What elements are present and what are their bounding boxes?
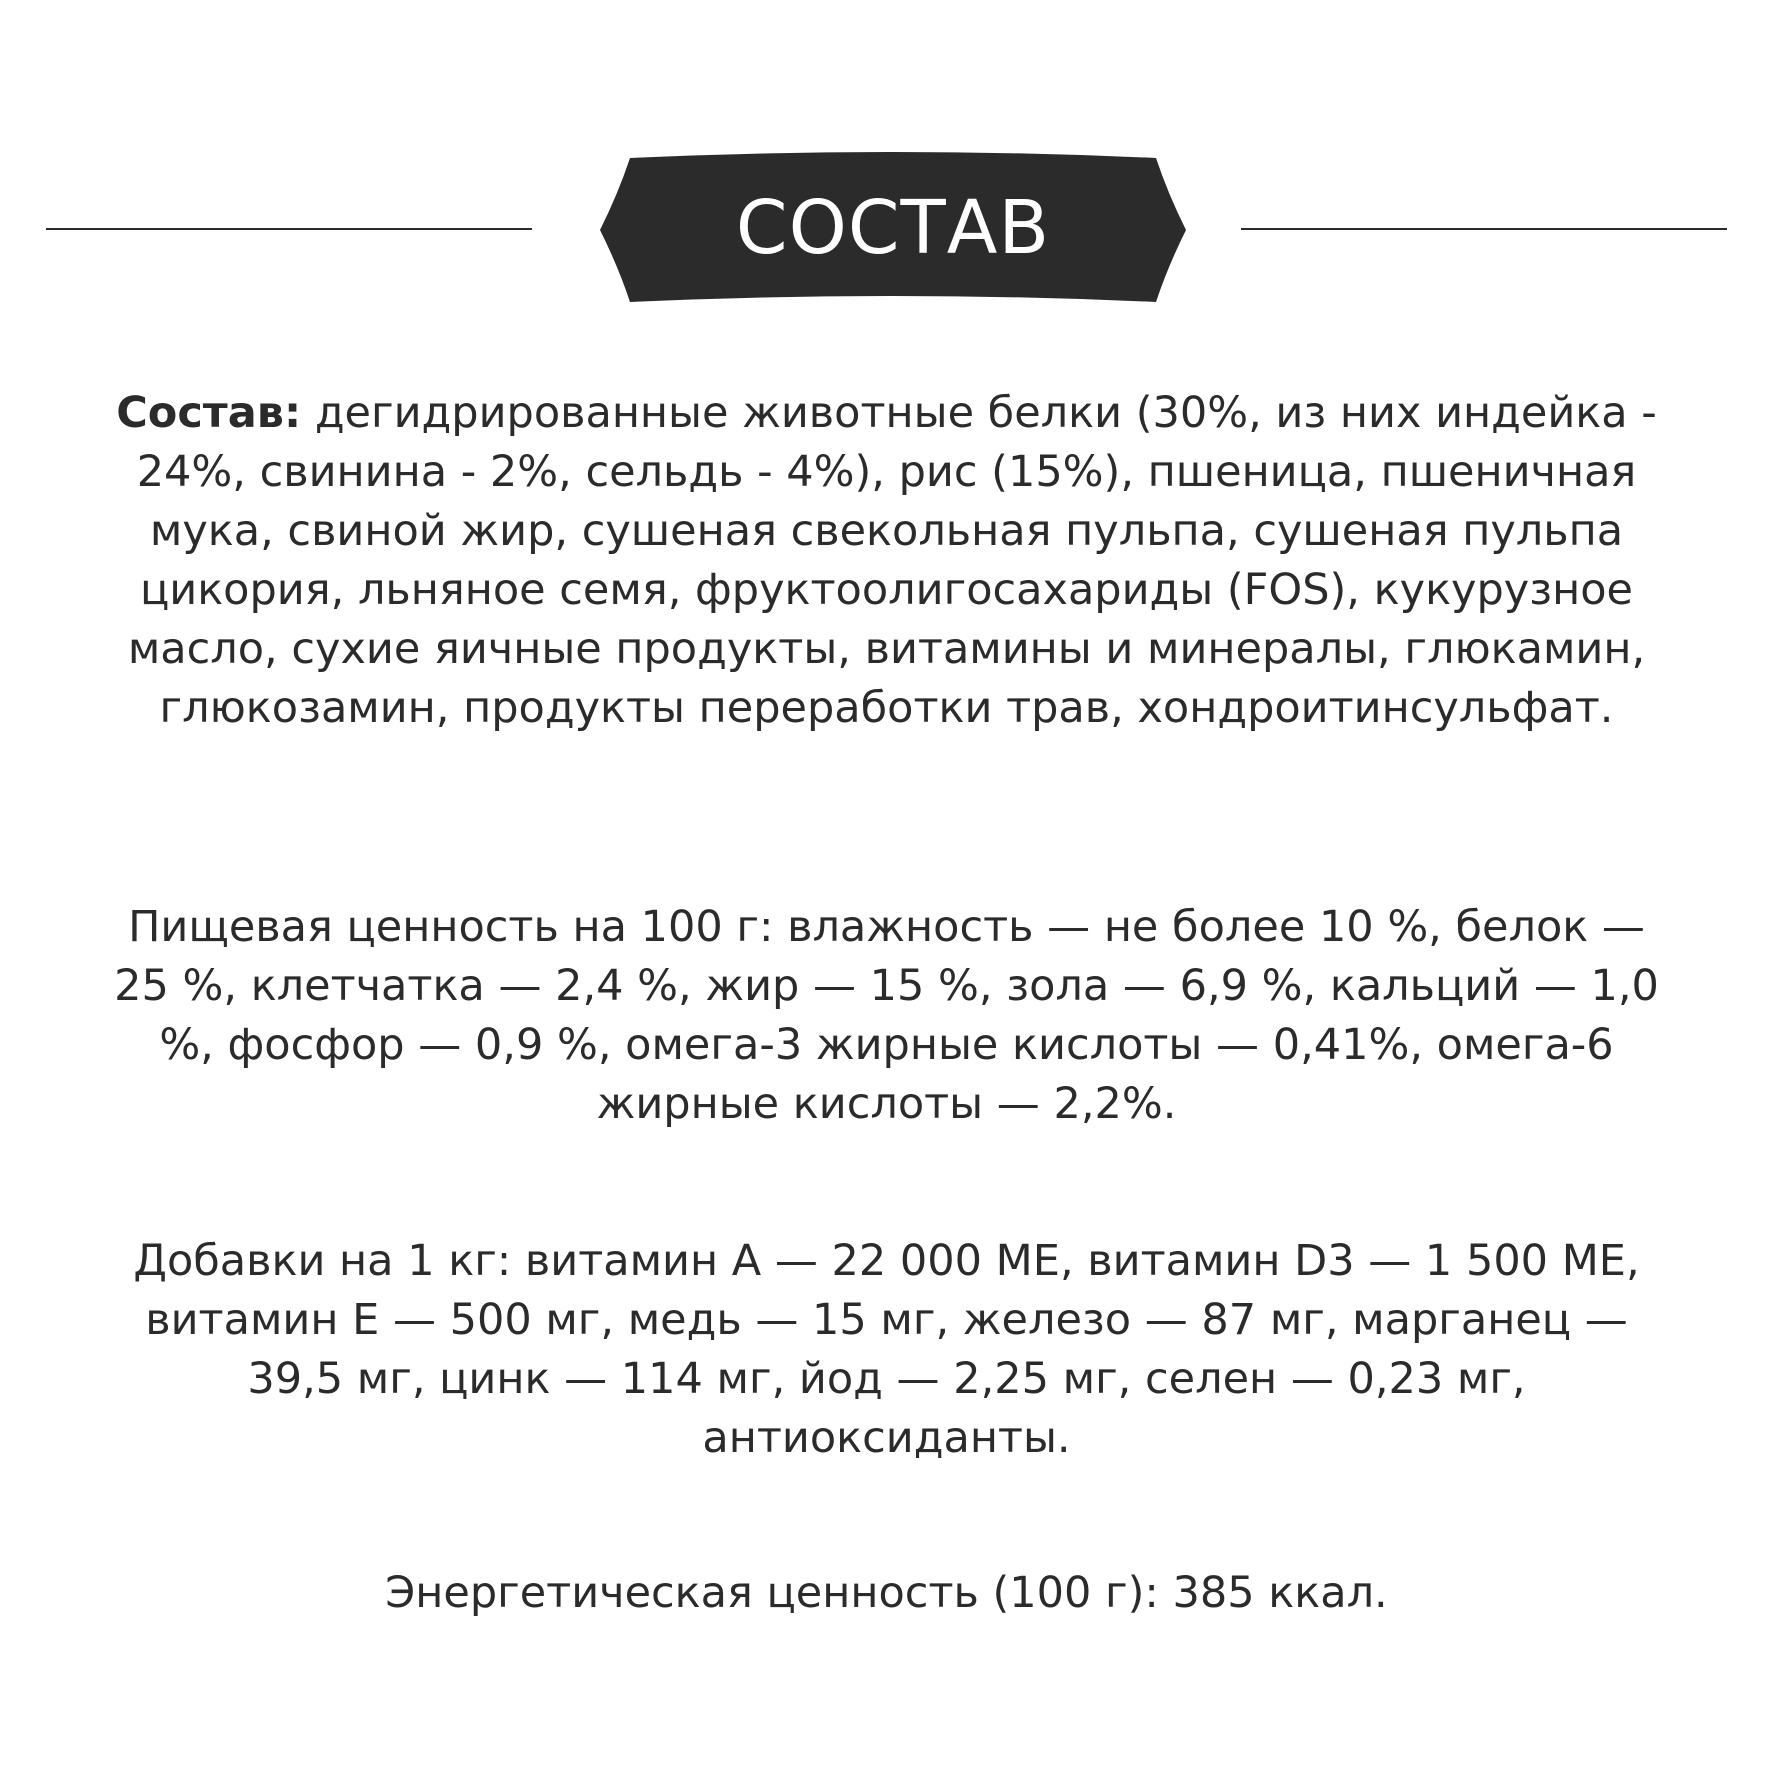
right-divider-line xyxy=(1241,228,1727,230)
energy-text: Энергетическая ценность (100 г): 385 ккал. xyxy=(385,1568,1388,1618)
energy-paragraph xyxy=(100,1564,1673,1623)
additives-paragraph xyxy=(100,1232,1673,1468)
title-badge xyxy=(600,150,1186,316)
composition-label: Состав: xyxy=(116,388,302,438)
nutrition-paragraph xyxy=(100,898,1673,1134)
additives-text: Добавки на 1 кг: витамин А — 22 000 МЕ, витамин D3 — 1 500 МЕ, витамин Е — 500 мг, медь — 15 мг, железо — 87 мг, марганец — 39,5 мг, цинк — 114 мг, йод — 2,25 мг, селен — 0,23 мг, антиоксиданты. xyxy=(133,1236,1640,1463)
composition-text: дегидрированные животные белки (30%, из них индейка - 24%, свинина - 2%, сельдь - 4%), рис (15%), пшеница, пшеничная мука, свиной жир, сушеная свекольная пульпа, сушеная пульпа цикория, льняное семя, фруктоолигосахариды (FOS), кукурузное масло, сухие яичные продукты, витамины и минералы, глюкамин, глюкозамин, продукты переработки трав, хондроитинсульфат. xyxy=(127,388,1657,733)
nutrition-text: Пищевая ценность на 100 г: влажность — не более 10 %, белок — 25 %, клетчатка — 2,4 %, жир — 15 %, зола — 6,9 %, кальций — 1,0 %, фосфор — 0,9 %, омега-3 жирные кислоты — 0,41%, омега-6 жирные кислоты — 2,2%. xyxy=(114,902,1659,1129)
page-title: СОСТАВ xyxy=(735,185,1051,271)
left-divider-line xyxy=(46,228,532,230)
composition-paragraph xyxy=(100,384,1673,738)
